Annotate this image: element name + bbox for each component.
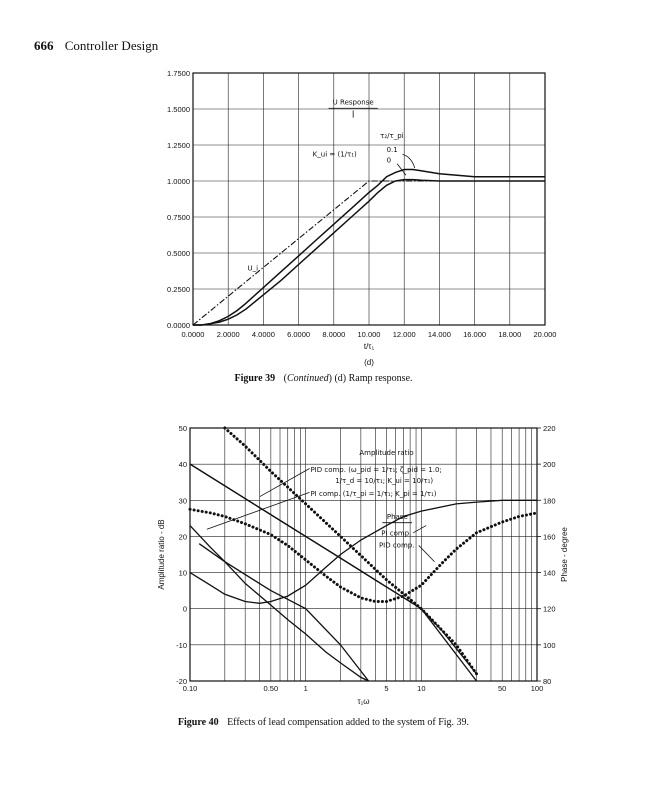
y-tick-label: 50 [178,424,187,433]
figure-39-caption [0,373,647,384]
x-tick-label: 50 [498,684,507,693]
y-axis-label: Amplitude ratio - dB [157,519,166,590]
x-tick-label: 12.000 [392,330,416,339]
x-tick-label: 1 [303,684,308,693]
y2-tick-label: 120 [543,604,556,614]
y-tick-label: 0.5000 [167,249,190,258]
phase-pi-leader [413,526,426,533]
x-tick-label: 10 [417,684,426,693]
x-tick-label: 100 [530,684,544,693]
figure-39-continued: Continued [286,373,329,384]
x-tick-label: 0.50 [263,684,279,693]
page-number: 666 [34,38,54,53]
x-tick-label: 2.0000 [216,330,240,339]
pi-leader [207,492,310,529]
y-tick-label: -20 [176,677,187,686]
figure-39-text-b: ) (d) Ramp response. [328,373,413,384]
figure-39-label: Figure 39 [234,373,276,384]
input-label: U_i [247,264,259,273]
x-tick-label: 18.000 [498,330,522,339]
y-tick-label: 30 [178,496,187,506]
x-tick-label: 4.0000 [251,330,275,339]
x-tick-label: 16.000 [463,330,487,339]
gain-label: K_ui = (1/τ₁) [312,150,357,159]
x-tick-label: 5 [384,684,389,693]
pi-label: PI comp. (1/τ_pi = 1/τ₁; K_pi = 1/τ₁) [310,489,437,498]
x-tick-label: 8.0000 [322,330,346,339]
section-title: Controller Design [64,38,159,53]
x-tick-label: 0.10 [182,684,198,693]
amplitude-title: Amplitude ratio [359,449,414,458]
y-tick-label: 0.7500 [167,213,190,222]
figure-40-label: Figure 40 [177,717,219,728]
y-tick-label: 0.0000 [167,321,190,330]
x-tick-label: 20.000 [533,330,557,339]
y-tick-label: -10 [176,640,187,650]
phase-pi-label: PI comp. [381,529,412,538]
figure-39-text-a: ( [283,373,287,384]
series-line [190,500,537,603]
y-tick-label: 0 [182,604,187,614]
y-tick-label: 40 [178,460,187,470]
phase-pid-label: PID comp. [378,541,415,550]
y-tick-label: 1.5000 [167,105,190,114]
value-b-label: 0 [386,156,392,165]
series-line [190,526,369,681]
ratio-label: τ₂/τ_pi [380,131,404,140]
series-line [225,428,477,674]
y2-tick-label: 140 [543,568,556,578]
y-tick-label: 0.2500 [167,285,190,294]
value-a-label: 0.1 [386,146,398,155]
y2-tick-label: 220 [543,424,556,433]
x-axis-label: τ₁ω [357,697,370,706]
x-tick-label: 10.000 [357,330,381,339]
y-tick-label: 1.2500 [167,141,190,150]
phase-title: Phase [386,513,408,522]
pid-label-line1: PID comp. (ω_pid = 1/τ₁; ζ_pid = 1.0; [310,466,442,475]
x-tick-label: 6.0000 [287,330,311,339]
y2-tick-label: 80 [543,677,552,686]
x-tick-label: 14.000 [427,330,451,339]
y-tick-label: 1.7500 [167,69,190,78]
y2-tick-label: 180 [543,496,556,506]
y2-tick-label: 200 [543,460,556,470]
x-axis-label: t/τ₁ [363,342,375,351]
panel-label: (d) [364,358,374,367]
y2-tick-label: 100 [543,640,556,650]
pid-leader [260,468,310,496]
x-tick-label: 0.0000 [181,330,205,339]
chart-title: U Response [332,98,374,107]
figure-40-caption [0,717,647,728]
pid-label-line2: 1/τ_d = 10/τ₁; K_ui = 10/τ₁) [335,476,434,485]
y-tick-label: 1.0000 [167,177,190,186]
y2-axis-label: Phase - degree [560,527,569,582]
y-tick-label: 10 [178,568,187,578]
figure-40-text: Effects of lead compensation added to the system of Fig. 39. [227,717,470,728]
y2-tick-label: 160 [543,532,556,542]
y-tick-label: 20 [178,532,187,542]
series-line [190,509,537,601]
